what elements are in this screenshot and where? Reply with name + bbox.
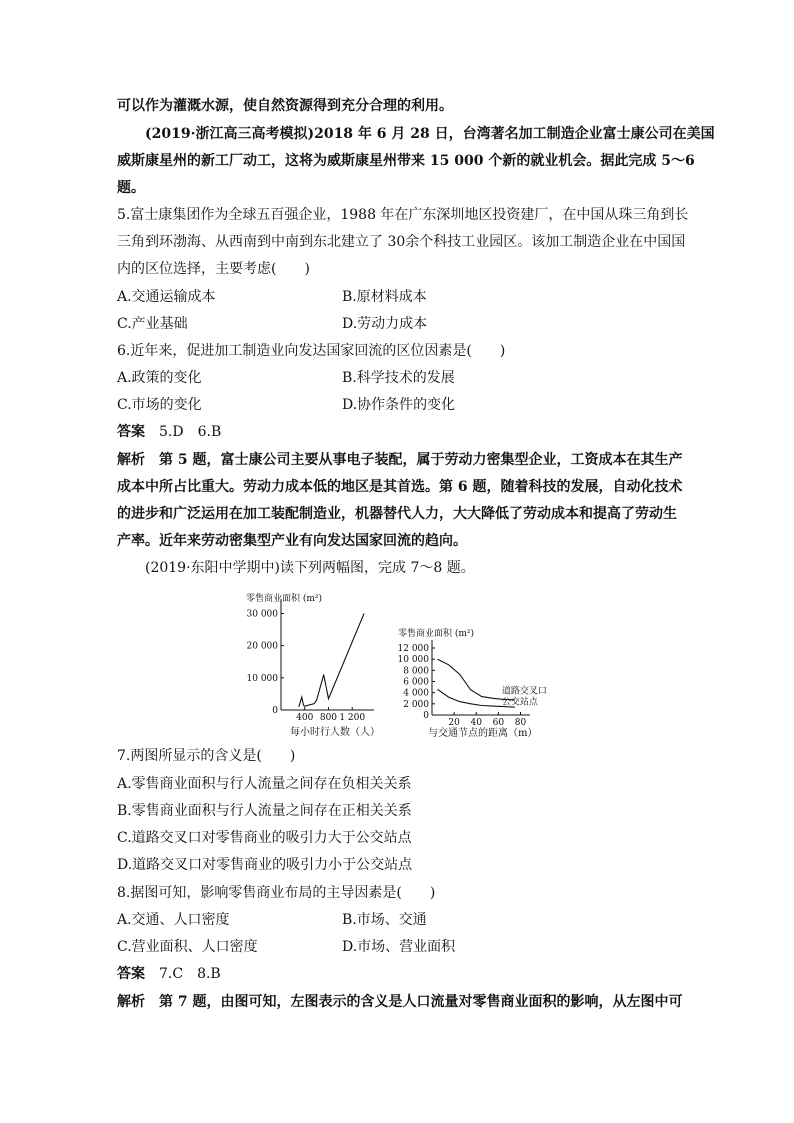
y-tick-label: 0 xyxy=(272,706,278,716)
x-tick-label: 800 xyxy=(319,713,338,723)
explanation-text: 第 7 题，由图可知，左图表示的含义是人口流量对零售商业面积的影响，从左图中可 xyxy=(159,994,683,1010)
question-intro: (2019·东阳中学期中)读下列两幅图，完成 7～8 题。 xyxy=(145,560,475,576)
option-c: C.营业面积、人口密度 xyxy=(117,939,258,955)
option-b: B.零售商业面积与行人流量之间存在正相关关系 xyxy=(117,803,412,819)
explanation-line xyxy=(117,450,683,470)
question-7: 7.两图所显示的含义是( ) xyxy=(117,748,296,764)
option-a: A.零售商业面积与行人流量之间存在负相关关系 xyxy=(117,776,412,792)
option-b: B.市场、交通 xyxy=(342,912,427,928)
text-line: 可以作为灌溉水源，使自然资源得到充分合理的利用。 xyxy=(117,98,453,114)
y-tick-label: 20 000 xyxy=(246,641,278,652)
x-tick-label: 40 xyxy=(470,718,482,728)
explanation-label: 解析 xyxy=(117,452,145,468)
y-tick-label: 10 000 xyxy=(246,673,278,684)
y-tick-label: 30 000 xyxy=(246,609,278,620)
option-d: D.市场、营业面积 xyxy=(342,939,456,955)
series-label: 公交站点 xyxy=(501,697,538,708)
y-tick-label: 2 000 xyxy=(403,699,429,710)
x-axis-label: 每小时行人数（人） xyxy=(290,727,380,738)
option-c: C.产业基础 xyxy=(117,316,188,332)
series-label: 道路交叉口 xyxy=(501,686,547,697)
answer-line xyxy=(117,422,221,442)
y-tick-label: 6 000 xyxy=(403,677,429,688)
option-c: C.市场的变化 xyxy=(117,397,202,413)
explanation-line: 产率。近年来劳动密集型产业有向发达国家回流的趋向。 xyxy=(117,533,467,549)
y-tick-label: 0 xyxy=(423,711,429,721)
answer-line xyxy=(117,964,221,984)
x-tick-label: 1 200 xyxy=(339,713,366,723)
option-b: B.原材料成本 xyxy=(342,289,427,305)
question-5: 5.富士康集团作为全球五百强企业，1988 年在广东深圳地区投资建厂，在中国从珠三角到长 xyxy=(117,207,689,223)
series-line xyxy=(299,613,364,706)
question-6: 6.近年来，促进加工制造业向发达国家回流的区位因素是( ) xyxy=(117,343,506,359)
explanation-line xyxy=(117,992,683,1012)
answer-value: 7.C 8.B xyxy=(159,966,221,982)
chart-retail-area-vs-pedestrians xyxy=(240,585,400,740)
y-tick-label: 10 000 xyxy=(397,655,429,666)
answer-label: 答案 xyxy=(117,966,145,982)
explanation-text: 第 5 题，富士康公司主要从事电子装配，属于劳动力密集型企业，工资成本在其生产 xyxy=(159,452,683,468)
y-tick-label: 12 000 xyxy=(397,644,429,654)
question-5: 三角到环渤海、从西南到中南到东北建立了 30余个科技工业园区。该加工制造企业在中国国 xyxy=(117,234,686,250)
question-5: 内的区位选择，主要考虑( ) xyxy=(117,261,310,277)
answer-label: 答案 xyxy=(117,424,145,440)
question-intro: 威斯康星州的新工厂动工，这将为威斯康星州带来 15 000 个新的就业机会。据此完成 5～6 xyxy=(117,153,695,169)
y-axis-label: 零售商业面积 (m²) xyxy=(246,594,323,604)
explanation-line: 的进步和广泛运用在加工装配制造业，机器替代人力，大大降低了劳动成本和提高了劳动生 xyxy=(117,506,677,522)
question-8: 8.据图可知，影响零售商业布局的主导因素是( ) xyxy=(117,885,436,901)
x-tick-label: 400 xyxy=(296,713,314,723)
x-tick-label: 80 xyxy=(514,718,527,728)
y-axis-label: 零售商业面积 (m²) xyxy=(398,629,475,639)
question-intro: (2019·浙江高三高考模拟)2018 年 6 月 28 日，台湾著名加工制造企业富士康公司在美国 xyxy=(145,126,715,142)
x-tick-label: 60 xyxy=(492,718,505,728)
option-d: D.道路交叉口对零售商业的吸引力小于公交站点 xyxy=(117,857,413,873)
answer-value: 5.D 6.B xyxy=(159,424,222,440)
x-tick-label: 20 xyxy=(448,718,460,728)
option-d: D.劳动力成本 xyxy=(342,316,428,332)
question-intro: 题。 xyxy=(117,180,145,196)
y-tick-label: 8 000 xyxy=(403,666,429,677)
option-d: D.协作条件的变化 xyxy=(342,397,456,413)
option-a: A.交通运输成本 xyxy=(117,289,216,305)
option-a: A.交通、人口密度 xyxy=(117,912,230,928)
x-axis-label: 与交通节点的距离（m） xyxy=(428,728,538,739)
option-b: B.科学技术的发展 xyxy=(342,370,455,386)
chart-retail-area-vs-distance xyxy=(392,622,562,740)
explanation-label: 解析 xyxy=(117,994,145,1010)
y-tick-label: 4 000 xyxy=(403,688,429,699)
option-a: A.政策的变化 xyxy=(117,370,202,386)
explanation-line: 成本中所占比重大。劳动力成本低的地区是其首选。第 6 题，随着科技的发展，自动化技术 xyxy=(117,479,683,495)
option-c: C.道路交叉口对零售商业的吸引力大于公交站点 xyxy=(117,830,412,846)
